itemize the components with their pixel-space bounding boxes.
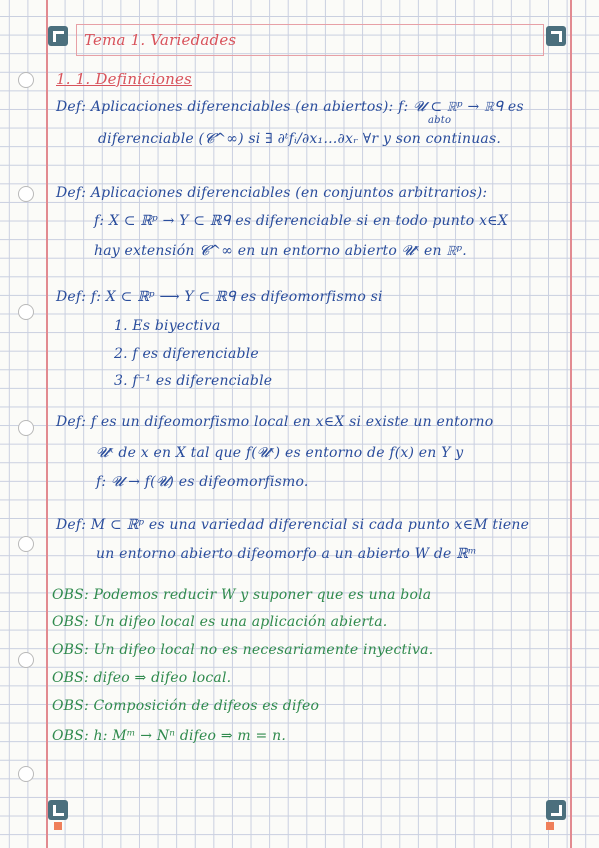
obs-line: OBS: Composición de difeos es difeo [52, 698, 320, 714]
def4-line1: Def: f es un difeomorfismo local en x∈X si existe un entorno [56, 414, 494, 430]
section-heading: 1. 1. Definiciones [56, 70, 192, 88]
def3-item2: 2. f es diferenciable [114, 346, 259, 362]
obs-line: OBS: difeo ⇒ difeo local. [52, 670, 232, 686]
page-title: Tema 1. Variedades [84, 31, 237, 49]
binder-hole [18, 304, 34, 320]
corner-bracket-icon [48, 26, 68, 46]
def2-line2: f: X ⊂ ℝᵖ → Y ⊂ ℝᑫ es diferenciable si en todo punto x∈X [94, 213, 508, 229]
corner-bracket-icon [546, 800, 566, 820]
binder-hole [18, 72, 34, 88]
def1-subscript: abto [428, 115, 452, 126]
def2-line1: Def: Aplicaciones diferenciables (en conjuntos arbitrarios): [56, 185, 488, 201]
def3-item1: 1. Es biyectiva [114, 318, 221, 334]
binder-hole [18, 420, 34, 436]
binder-hole [18, 536, 34, 552]
binder-hole [18, 186, 34, 202]
def5-line2: un entorno abierto difeomorfo a un abierto W de ℝᵐ [96, 546, 477, 562]
obs-line: OBS: h: Mᵐ → Nⁿ difeo ⇒ m = n. [52, 728, 286, 744]
def5-line1: Def: M ⊂ ℝᵖ es una variedad diferencial si cada punto x∈M tiene [56, 517, 530, 533]
left-margin-line [46, 0, 48, 848]
def3-item3: 3. f⁻¹ es diferenciable [114, 373, 273, 389]
def1-line1: Def: Aplicaciones diferenciables (en abiertos): f: 𝓤 ⊂ ℝᵖ → ℝᑫ es [56, 99, 524, 115]
def4-line3: f: 𝓤 → f(𝓤) es difeomorfismo. [96, 474, 309, 490]
orange-marker [546, 822, 554, 830]
corner-bracket-icon [48, 800, 68, 820]
def4-line2: 𝓤ˣ de x en X tal que f(𝓤ˣ) es entorno de f(x) en Y y [96, 445, 464, 461]
obs-line: OBS: Podemos reducir W y suponer que es una bola [52, 587, 432, 603]
obs-line: OBS: Un difeo local es una aplicación abierta. [52, 614, 388, 630]
def2-line3: hay extensión 𝓒^∞ en un entorno abierto 𝓤ˣ en ℝᵖ. [94, 243, 467, 259]
binder-hole [18, 766, 34, 782]
orange-marker [54, 822, 62, 830]
binder-hole [18, 652, 34, 668]
right-margin-line [570, 0, 572, 848]
obs-line: OBS: Un difeo local no es necesariamente inyectiva. [52, 642, 434, 658]
def3-line1: Def: f: X ⊂ ℝᵖ ⟶ Y ⊂ ℝᑫ es difeomorfismo si [56, 289, 383, 305]
corner-bracket-icon [546, 26, 566, 46]
def1-line2: diferenciable (𝓒^∞) si ∃ ∂ᵗfᵢ/∂x₁…∂xᵣ ∀r y son continuas. [98, 131, 502, 147]
